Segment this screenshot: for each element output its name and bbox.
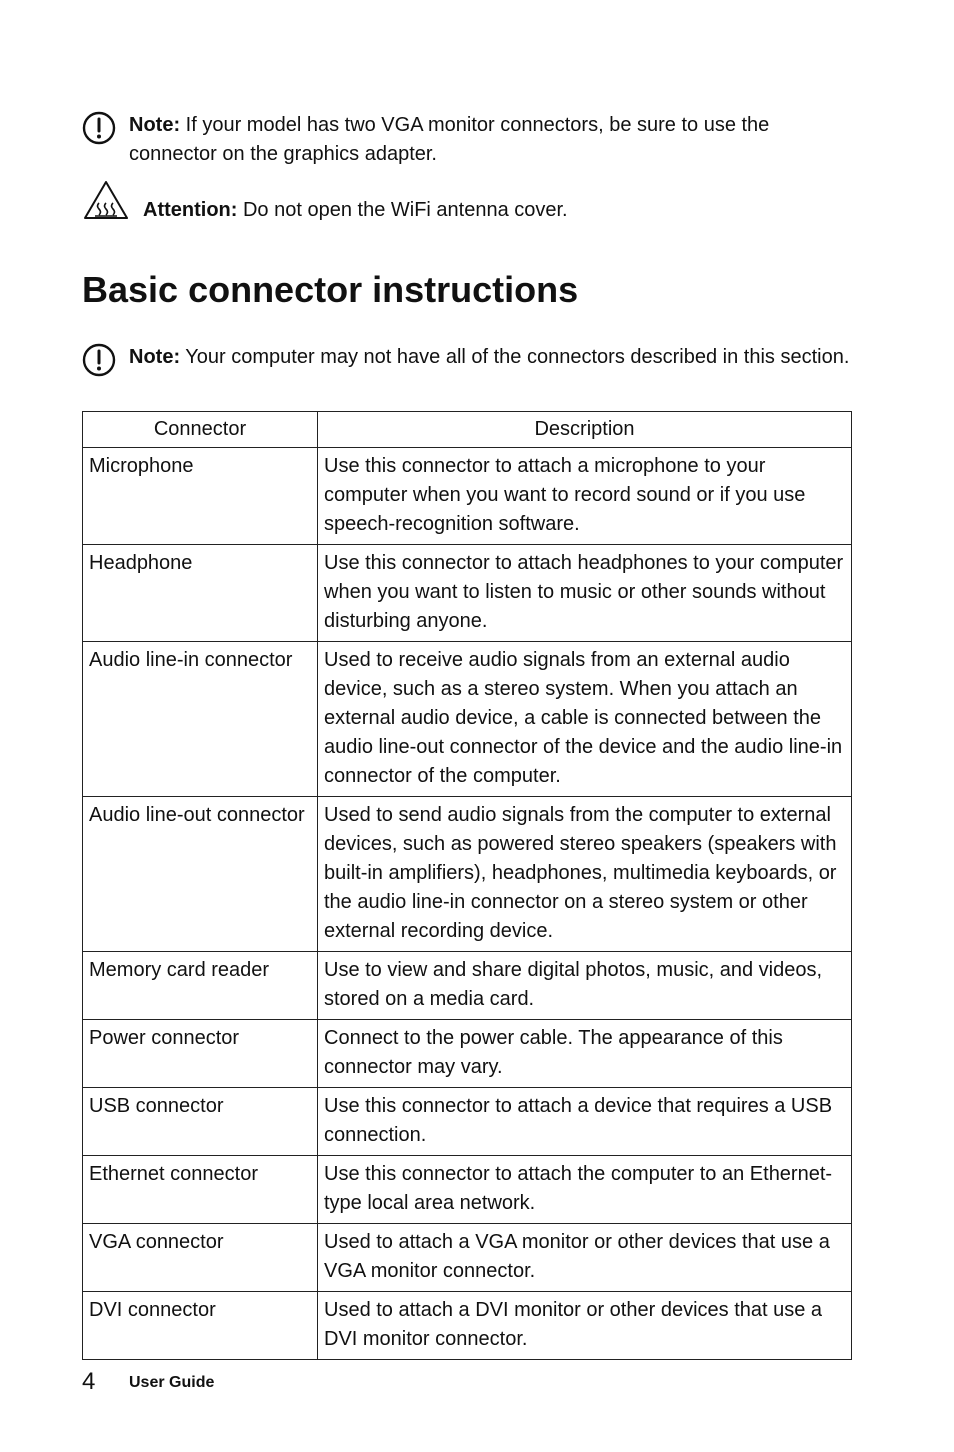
connector-description: Used to attach a VGA monitor or other devices that use a VGA monitor connector.: [318, 1224, 852, 1292]
note-connectors: [82, 343, 852, 372]
table-row: [83, 1020, 852, 1088]
table-row: [83, 797, 852, 952]
connector-description: Connect to the power cable. The appearance of this connector may vary.: [318, 1020, 852, 1088]
connector-description: Use this connector to attach a device that requires a USB connection.: [318, 1088, 852, 1156]
connector-description: Used to send audio signals from the computer to external devices, such as powered stereo speakers (speakers with built-in amplifiers), headphones, multimedia keyboards, or the audio line-in connector on a stereo system or other external recording device.: [318, 797, 852, 952]
note-body: If your model has two VGA monitor connectors, be sure to use the connector on the graphics adapter.: [129, 114, 770, 165]
connector-description: Use to view and share digital photos, music, and videos, stored on a media card.: [318, 952, 852, 1020]
column-header-connector: Connector: [83, 412, 318, 448]
connector-name: Power connector: [83, 1020, 318, 1088]
note-label: Note:: [129, 114, 181, 136]
hot-surface-warning-icon: [82, 179, 130, 230]
connector-name: USB connector: [83, 1088, 318, 1156]
connector-name: Memory card reader: [83, 952, 318, 1020]
note-text: [82, 343, 852, 372]
table-row: [83, 952, 852, 1020]
connector-name: Audio line-in connector: [83, 642, 318, 797]
note-vga: [82, 111, 852, 169]
note-label: Note:: [129, 346, 181, 368]
attention-label: Attention:: [143, 199, 238, 221]
page-number: 4: [82, 1368, 96, 1395]
connector-description: Use this connector to attach a microphone to your computer when you want to record sound or if you use speech-recognition software.: [318, 448, 852, 545]
connector-description: Use this connector to attach the computer to an Ethernet-type local area network.: [318, 1156, 852, 1224]
note-body: Your computer may not have all of the connectors described in this section.: [180, 346, 850, 368]
table-row: [83, 545, 852, 642]
table-row: [83, 1292, 852, 1360]
attention-body: Do not open the WiFi antenna cover.: [237, 199, 568, 221]
table-row: [83, 1156, 852, 1224]
column-header-description: Description: [318, 412, 852, 448]
connector-description: Use this connector to attach headphones to your computer when you want to listen to music or other sounds without disturbing anyone.: [318, 545, 852, 642]
connector-name: Microphone: [83, 448, 318, 545]
note-text: [82, 111, 852, 169]
connector-description: Used to attach a DVI monitor or other devices that use a DVI monitor connector.: [318, 1292, 852, 1360]
exclamation-circle-icon: [82, 111, 116, 154]
table-row: [83, 1224, 852, 1292]
exclamation-circle-icon: [82, 343, 116, 386]
connector-name: Audio line-out connector: [83, 797, 318, 952]
table-header-row: [83, 412, 852, 448]
footer-title: User Guide: [129, 1374, 215, 1391]
connector-table: [82, 411, 852, 1360]
connector-description: Used to receive audio signals from an external audio device, such as a stereo system. When you attach an external audio device, a cable is connected between the audio line-out connector of the device and the audio line-in connector of the computer.: [318, 642, 852, 797]
section-title: Basic connector instructions: [82, 269, 579, 310]
table-row: [83, 642, 852, 797]
connector-name: Headphone: [83, 545, 318, 642]
connector-name: VGA connector: [83, 1224, 318, 1292]
connector-name: DVI connector: [83, 1292, 318, 1360]
attention-text: [82, 196, 852, 225]
attention-wifi: [82, 196, 852, 225]
connector-name: Ethernet connector: [83, 1156, 318, 1224]
table-row: [83, 448, 852, 545]
table-row: [83, 1088, 852, 1156]
